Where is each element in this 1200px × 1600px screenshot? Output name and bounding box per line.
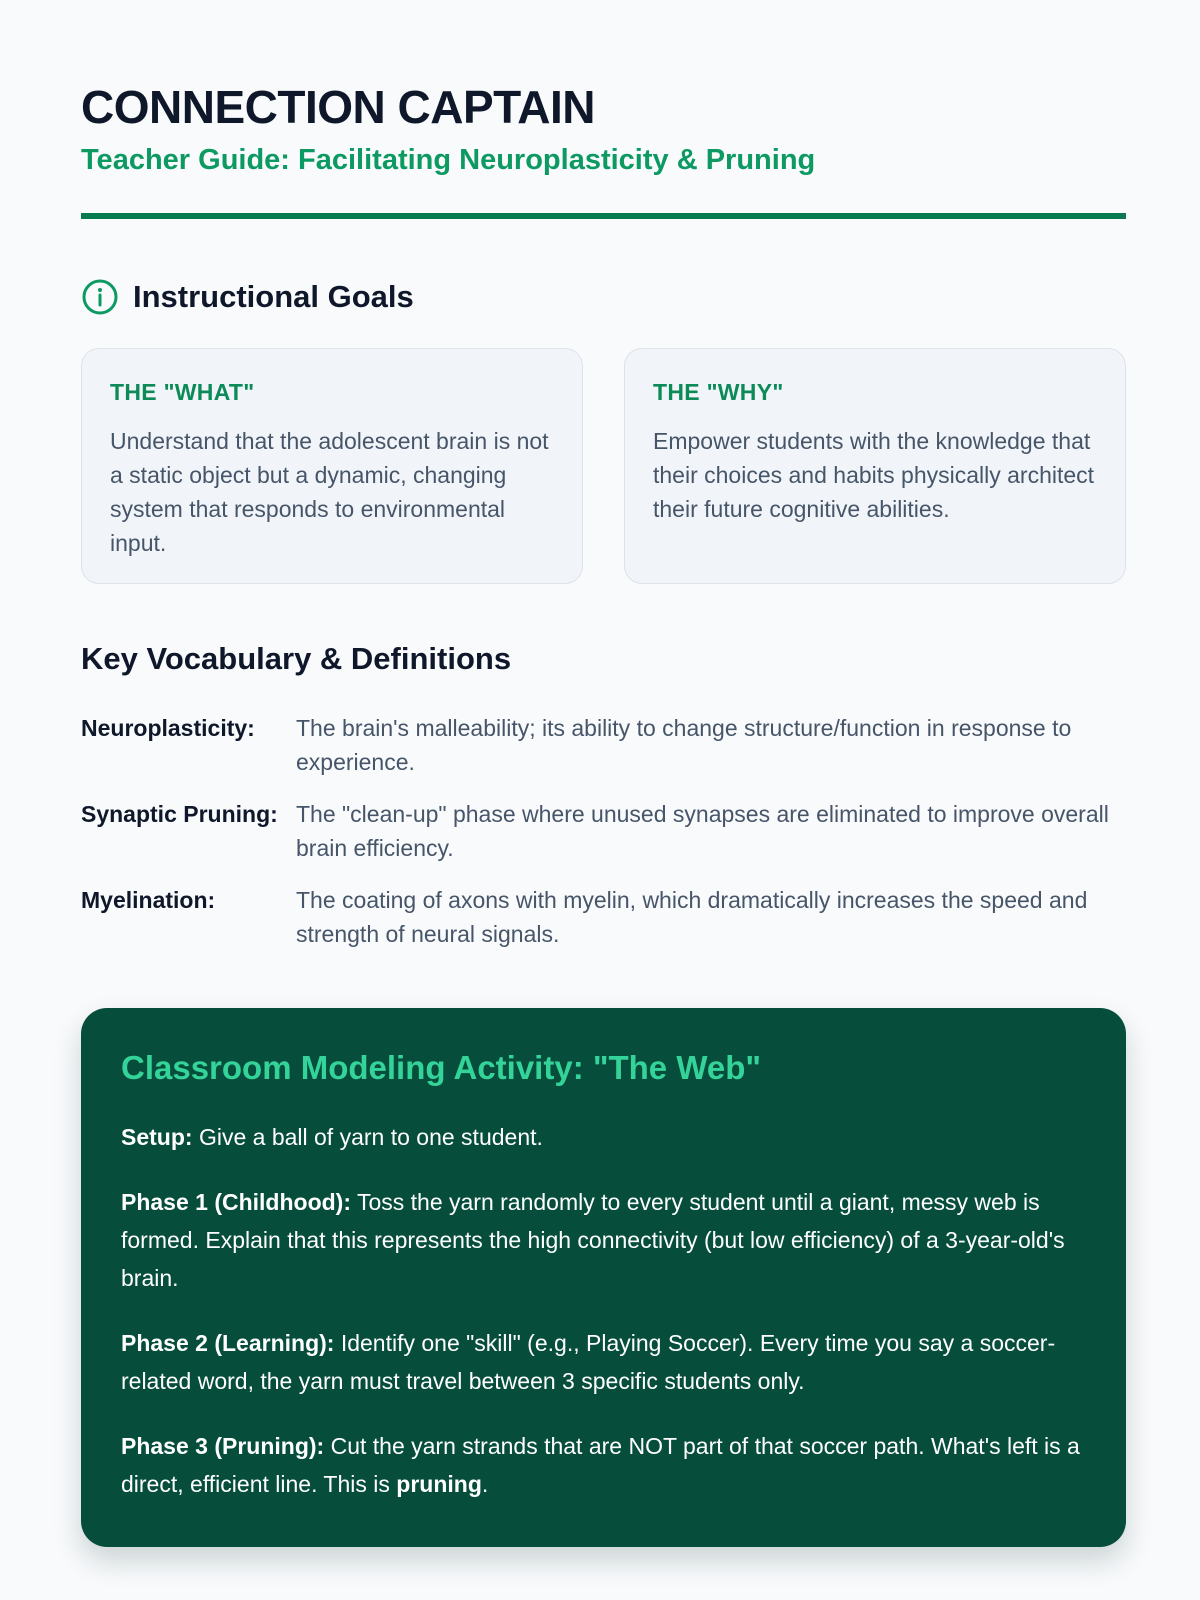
instructional-goals-title: Instructional Goals xyxy=(133,279,414,315)
vocabulary-term: Myelination: xyxy=(81,887,216,913)
vocabulary-title: Key Vocabulary & Definitions xyxy=(81,641,512,676)
pruning-emphasis: pruning xyxy=(396,1470,482,1497)
page-subtitle: Teacher Guide: Facilitating Neuroplasticity & Pruning xyxy=(81,144,816,176)
activity-step-phase-3 xyxy=(121,1427,1086,1503)
vocabulary-definition: The brain's malleability; its ability to change structure/function in response to experience. xyxy=(296,715,1072,775)
vocabulary-item xyxy=(81,883,1126,951)
goal-card-why xyxy=(624,348,1126,584)
vocabulary-item xyxy=(81,711,1126,779)
vocabulary-term: Neuroplasticity: xyxy=(81,715,255,741)
vocabulary-definition: The "clean-up" phase where unused synapses are eliminated to improve overall brain efficiency. xyxy=(296,801,1109,861)
activity-step-text: Toss the yarn randomly to every student until a giant, messy web is formed. Explain that this represents the high connectivity (but low efficiency) of a 3-year-old's brain. xyxy=(121,1188,1065,1291)
vocabulary-definition: The coating of axons with myelin, which dramatically increases the speed and strength of neural signals. xyxy=(296,887,1088,947)
activity-step-text: Cut the yarn strands that are NOT part of that soccer path. What's left is a direct, efficient line. This is xyxy=(121,1432,1080,1497)
goal-card-what xyxy=(81,348,583,584)
activity-step-label: Phase 3 (Pruning): xyxy=(121,1432,325,1459)
activity-step-label: Phase 1 (Childhood): xyxy=(121,1188,351,1215)
activity-step-label: Phase 2 (Learning): xyxy=(121,1329,335,1356)
header-divider xyxy=(81,213,1126,219)
instructional-goals-heading xyxy=(81,278,414,316)
activity-step-text: Give a ball of yarn to one student. xyxy=(192,1123,543,1150)
vocabulary-term: Synaptic Pruning: xyxy=(81,801,278,827)
info-icon xyxy=(81,278,119,316)
activity-title: Classroom Modeling Activity: "The Web" xyxy=(121,1049,762,1086)
goal-card-text: Empower students with the knowledge that their choices and habits physically architect their future cognitive abilities. xyxy=(653,428,1095,522)
goal-card-label: THE "WHY" xyxy=(653,379,784,405)
activity-step-setup xyxy=(121,1118,1086,1156)
vocabulary-list xyxy=(81,711,1126,969)
vocabulary-item xyxy=(81,797,1126,865)
activity-step-text: Identify one "skill" (e.g., Playing Soccer). Every time you say a soccer-related word, the yarn must travel between 3 specific students only. xyxy=(121,1329,1056,1394)
activity-step-phase-1 xyxy=(121,1183,1086,1297)
page-title: CONNECTION CAPTAIN xyxy=(81,81,596,133)
activity-step-phase-2 xyxy=(121,1324,1086,1400)
goals-cards xyxy=(81,348,1126,584)
goal-card-text: Understand that the adolescent brain is not a static object but a dynamic, changing system that responds to environmental input. xyxy=(110,428,549,556)
activity-step-label: Setup: xyxy=(121,1123,193,1150)
goal-card-label: THE "WHAT" xyxy=(110,379,255,405)
activity-step-end: . xyxy=(481,1470,489,1497)
classroom-activity-panel xyxy=(81,1008,1126,1547)
